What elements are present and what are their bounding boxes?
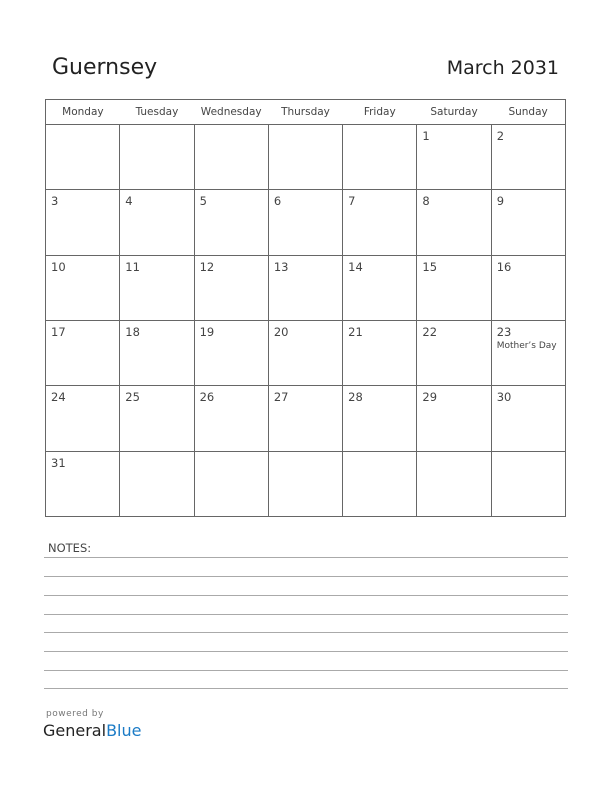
calendar-grid bbox=[45, 99, 566, 517]
day-number bbox=[343, 452, 416, 456]
day-number: 29 bbox=[422, 390, 438, 405]
day-cell bbox=[194, 386, 268, 451]
notes-label: NOTES: bbox=[48, 541, 92, 555]
day-cell bbox=[268, 451, 342, 516]
day-cell bbox=[343, 125, 417, 190]
day-number: 22 bbox=[422, 324, 438, 339]
day-cell bbox=[194, 190, 268, 255]
weekday-saturday: Saturday bbox=[417, 100, 491, 125]
day-cell bbox=[194, 255, 268, 320]
day-cell bbox=[491, 320, 565, 385]
day-cell bbox=[491, 190, 565, 255]
day-cell bbox=[491, 386, 565, 451]
day-cell bbox=[417, 125, 491, 190]
weekday-tuesday: Tuesday bbox=[120, 100, 194, 125]
day-cell bbox=[46, 255, 120, 320]
weekday-sunday: Sunday bbox=[491, 100, 565, 125]
weekday-wednesday: Wednesday bbox=[194, 100, 268, 125]
day-number: 11 bbox=[125, 259, 140, 274]
note-line bbox=[44, 576, 568, 577]
day-cell bbox=[120, 320, 194, 385]
day-number: 31 bbox=[51, 455, 66, 470]
day-number bbox=[269, 452, 342, 456]
day-cell bbox=[194, 125, 268, 190]
month-year-title: March 2031 bbox=[446, 57, 559, 79]
day-cell bbox=[46, 125, 120, 190]
day-number: 10 bbox=[51, 259, 66, 274]
day-cell bbox=[268, 125, 342, 190]
note-line bbox=[44, 595, 568, 596]
day-cell bbox=[194, 451, 268, 516]
day-cell bbox=[120, 451, 194, 516]
day-number: 5 bbox=[199, 194, 207, 209]
day-cell bbox=[120, 255, 194, 320]
day-number: 3 bbox=[51, 194, 59, 209]
day-number bbox=[417, 452, 490, 456]
day-number: 7 bbox=[348, 194, 356, 209]
day-number: 20 bbox=[273, 324, 289, 339]
day-number: 13 bbox=[273, 259, 289, 274]
day-number bbox=[120, 452, 193, 456]
brand-name-blue: Blue bbox=[106, 721, 142, 740]
day-cell bbox=[194, 320, 268, 385]
day-number: 23 bbox=[496, 324, 512, 339]
day-cell bbox=[46, 320, 120, 385]
day-number: 19 bbox=[199, 324, 215, 339]
country-title: Guernsey bbox=[52, 55, 158, 80]
day-number bbox=[195, 452, 268, 456]
note-line bbox=[44, 651, 568, 652]
day-cell bbox=[46, 386, 120, 451]
day-number: 18 bbox=[125, 324, 140, 339]
day-number: 9 bbox=[496, 194, 505, 209]
day-cell bbox=[120, 125, 194, 190]
day-number: 1 bbox=[422, 129, 430, 143]
day-cell bbox=[343, 255, 417, 320]
day-number: 16 bbox=[496, 259, 512, 274]
note-line bbox=[44, 557, 568, 558]
day-number: 21 bbox=[348, 324, 363, 339]
day-cell bbox=[120, 190, 194, 255]
day-cell bbox=[491, 255, 565, 320]
day-number bbox=[269, 125, 342, 129]
day-number bbox=[120, 125, 193, 129]
day-cell bbox=[417, 190, 491, 255]
brand-logo bbox=[43, 721, 141, 740]
weekday-header-row bbox=[46, 100, 566, 125]
day-cell bbox=[268, 255, 342, 320]
week-row bbox=[46, 190, 566, 255]
day-number: 4 bbox=[125, 194, 133, 209]
week-row bbox=[46, 125, 566, 190]
day-cell bbox=[417, 451, 491, 516]
day-number: 15 bbox=[422, 259, 438, 274]
day-cell bbox=[417, 386, 491, 451]
week-row bbox=[46, 320, 566, 385]
day-number: 2 bbox=[496, 129, 505, 143]
day-number: 26 bbox=[199, 390, 215, 405]
day-cell bbox=[417, 255, 491, 320]
day-cell bbox=[343, 190, 417, 255]
day-number bbox=[343, 125, 416, 129]
week-row bbox=[46, 386, 566, 451]
powered-by-text: powered by bbox=[46, 709, 104, 719]
day-number: 30 bbox=[496, 390, 512, 405]
week-row bbox=[46, 451, 566, 516]
note-line bbox=[44, 632, 568, 633]
day-number: 25 bbox=[125, 390, 140, 405]
day-number: 28 bbox=[348, 390, 363, 405]
day-number bbox=[195, 125, 268, 129]
day-cell bbox=[417, 320, 491, 385]
weekday-friday: Friday bbox=[343, 100, 417, 125]
day-cell bbox=[343, 386, 417, 451]
day-cell bbox=[268, 190, 342, 255]
day-cell bbox=[343, 320, 417, 385]
day-number: 24 bbox=[51, 390, 66, 405]
weekday-thursday: Thursday bbox=[268, 100, 342, 125]
day-cell bbox=[268, 386, 342, 451]
day-number bbox=[492, 452, 565, 456]
brand-name-general: General bbox=[43, 721, 107, 740]
note-line bbox=[44, 670, 568, 671]
day-number: 27 bbox=[273, 390, 289, 405]
note-line bbox=[44, 688, 568, 689]
day-cell bbox=[491, 451, 565, 516]
day-cell bbox=[268, 320, 342, 385]
day-cell bbox=[343, 451, 417, 516]
note-line bbox=[44, 614, 568, 615]
day-number: 12 bbox=[199, 259, 215, 274]
day-number: 6 bbox=[273, 194, 282, 209]
day-number: 17 bbox=[51, 324, 66, 339]
weekday-monday: Monday bbox=[46, 100, 120, 125]
day-number: 8 bbox=[422, 194, 430, 209]
day-cell bbox=[46, 451, 120, 516]
holiday-label: Mother’s Day bbox=[496, 340, 557, 351]
week-row bbox=[46, 255, 566, 320]
day-cell bbox=[491, 125, 565, 190]
day-number: 14 bbox=[348, 259, 363, 274]
day-cell bbox=[46, 190, 120, 255]
day-number bbox=[46, 125, 119, 129]
day-cell bbox=[120, 386, 194, 451]
